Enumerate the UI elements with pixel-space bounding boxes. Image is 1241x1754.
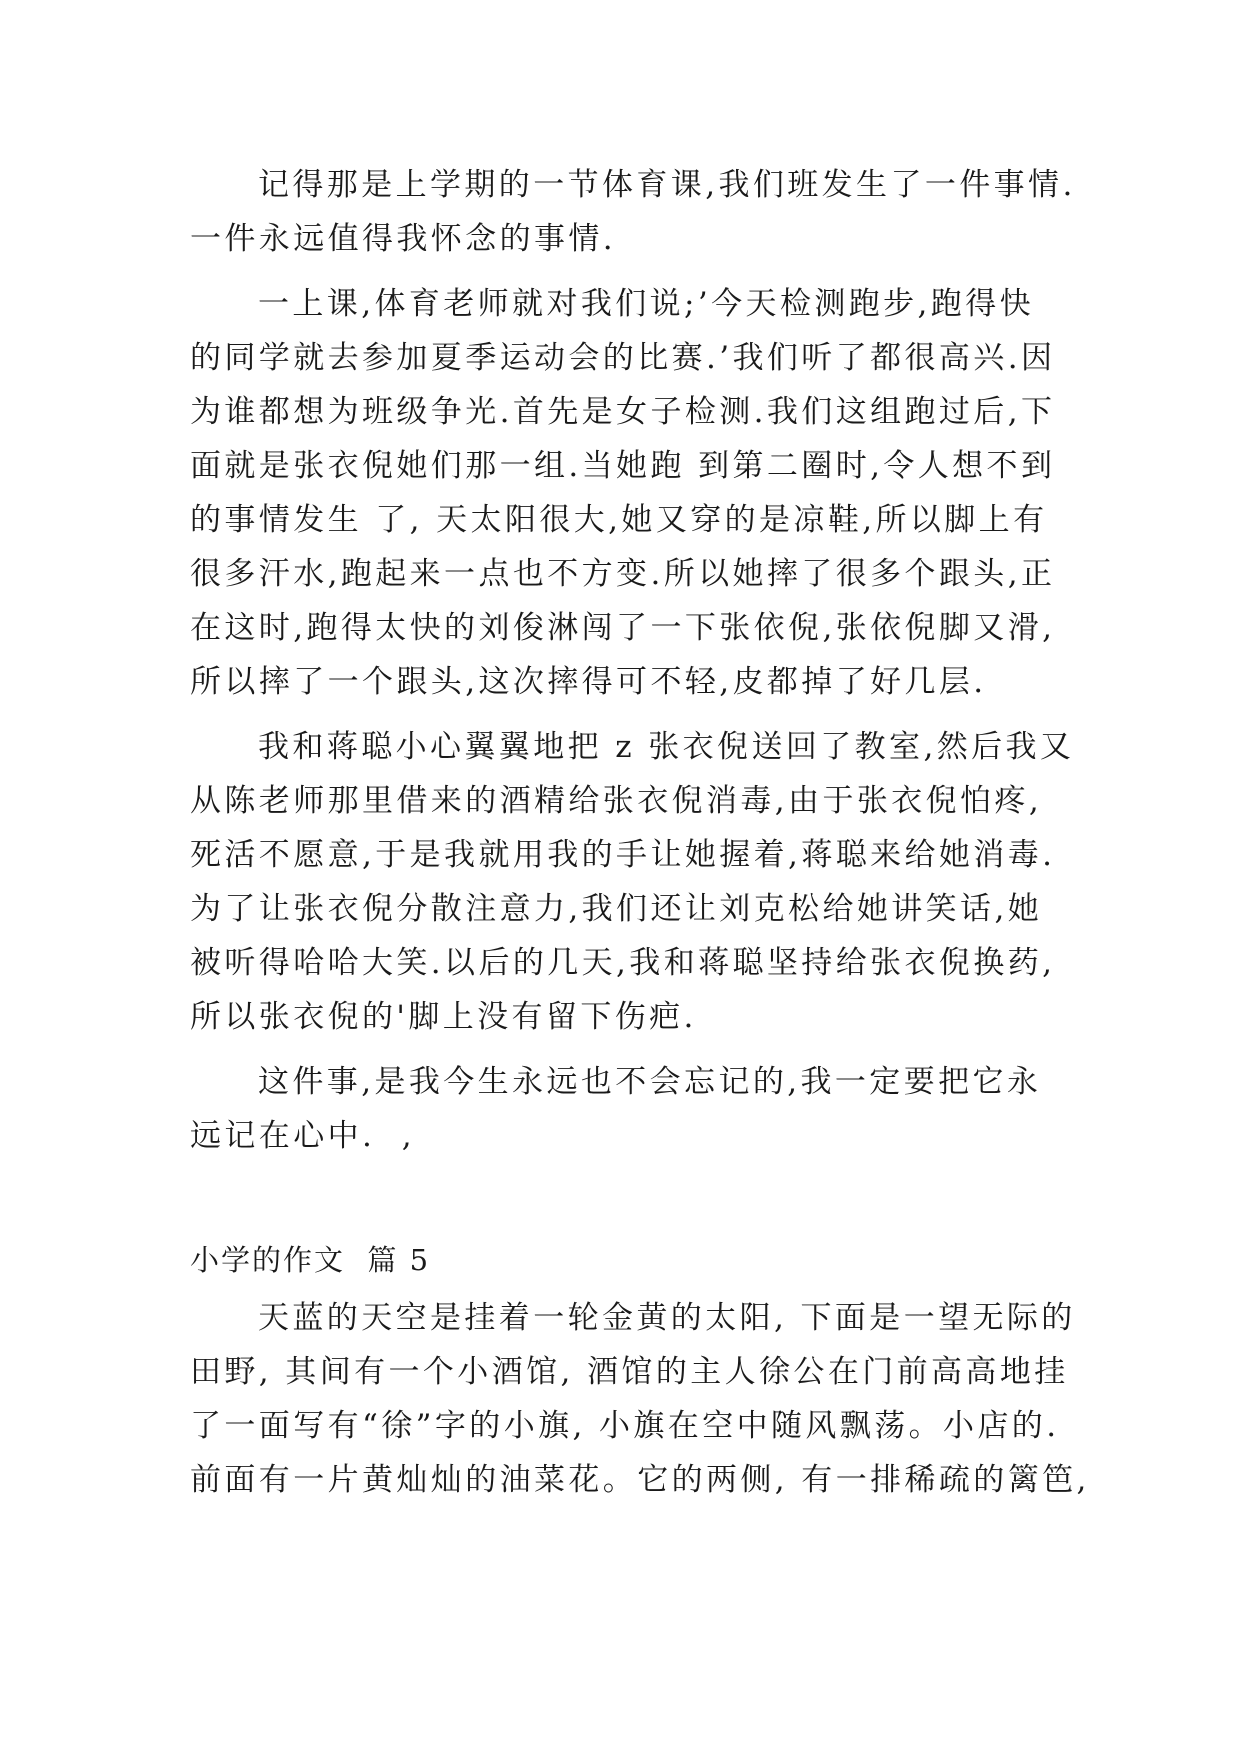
text-line: 远记在心中. , [190,1118,416,1154]
text-line: 被听得哈哈大笑.以后的几天,我和蒋聪坚持给张衣倪换药, [190,945,1056,981]
text-line: 一上课,体育老师就对我们说;’今天检测跑步,跑得快 [258,286,1035,322]
text-line: 很多汗水,跑起来一点也不方变.所以她摔了很多个跟头,正 [190,556,1056,592]
text-line: 从陈老师那里借来的酒精给张衣倪消毒,由于张衣倪怕疼, [190,783,1043,819]
text-line: 的事情发生 了, 天太阳很大,她又穿的是凉鞋,所以脚上有 [190,502,1048,538]
text-line: 记得那是上学期的一节体育课,我们班发生了一件事情. [258,167,1076,203]
text-line: 天蓝的天空是挂着一轮金黄的太阳, 下面是一望无际的 [258,1300,1076,1336]
text-line: 所以摔了一个跟头,这次摔得可不轻,皮都掉了好几层. [190,664,987,700]
document-page [190,158,1090,1518]
paragraph-3 [190,720,1075,1044]
text-line: 所以张衣倪的'脚上没有留下伤疤. [190,999,697,1035]
text-line: 一件永远值得我怀念的事情. [190,221,617,257]
paragraph-1 [190,158,1076,266]
text-line: 为谁都想为班级争光.首先是女子检测.我们这组跑过后,下 [190,394,1056,430]
text-line: 田野, 其间有一个小酒馆, 酒馆的主人徐公在门前高高地挂 [190,1354,1069,1390]
text-line: 我和蒋聪小心翼翼地把 z 张衣倪送回了教室,然后我又 [258,729,1075,765]
text-line: 在这时,跑得太快的刘俊淋闯了一下张依倪,张依倪脚又滑, [190,610,1056,646]
section-paragraph [190,1291,1090,1507]
text-line: 为了让张衣倪分散注意力,我们还让刘克松给她讲笑话,她 [190,891,1043,927]
text-line: 死活不愿意,于是我就用我的手让她握着,蒋聪来给她消毒. [190,837,1056,873]
text-line: 的同学就去参加夏季运动会的比赛.’我们听了都很高兴.因 [190,340,1056,376]
text-line: 前面有一片黄灿灿的油菜花。它的两侧, 有一排稀疏的篱笆, [190,1462,1090,1498]
text-line: 面就是张衣倪她们那一组.当她跑 到第二圈时,令人想不到 [190,448,1056,484]
paragraph-4 [190,1055,1052,1163]
text-line: 了一面写有“徐”字的小旗, 小旗在空中随风飘荡。小店的. [190,1408,1060,1444]
section-heading: 小学的作文 篇 5 [190,1243,431,1277]
paragraph-2 [190,277,1056,709]
text-line: 这件事,是我今生永远也不会忘记的,我一定要把它永 [258,1064,1042,1100]
